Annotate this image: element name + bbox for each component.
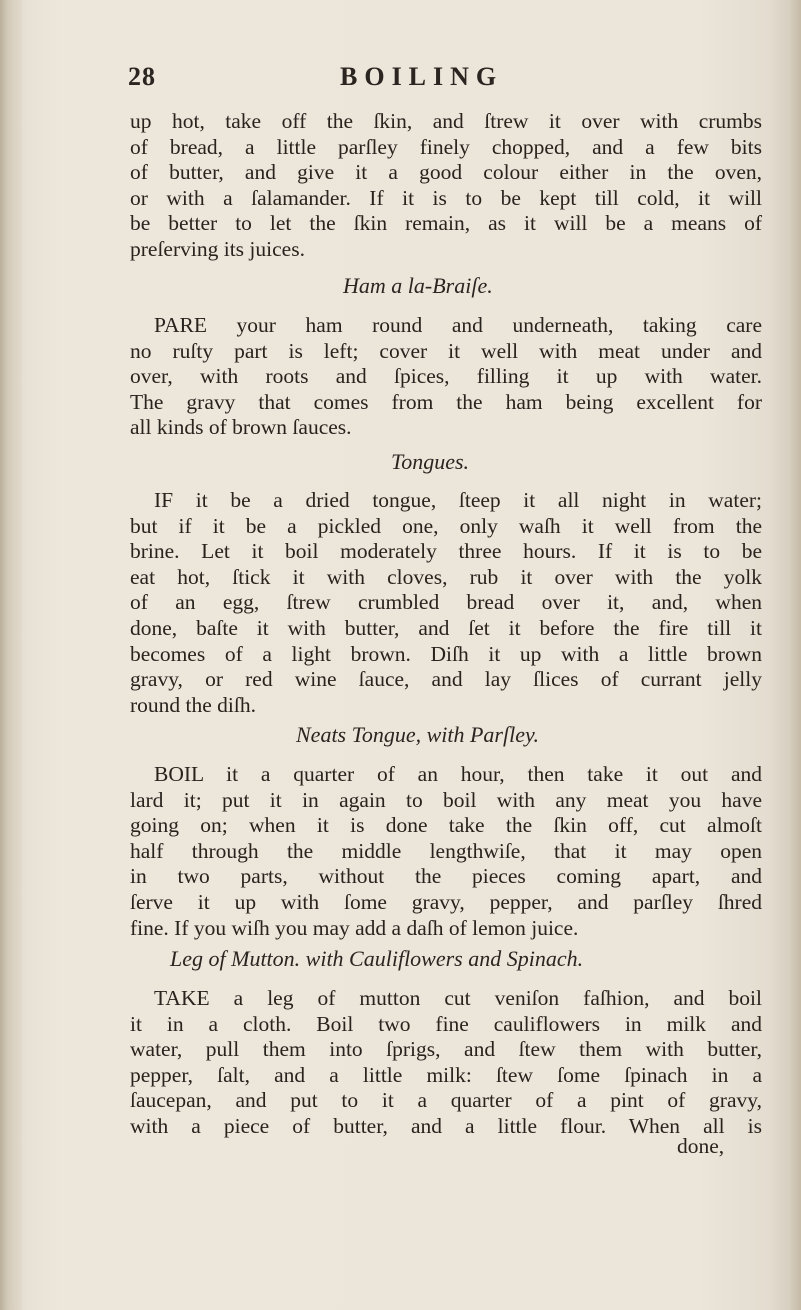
recipe-heading-ham: Ham a la-Braiſe.	[343, 273, 493, 298]
text-line: no ruſty part is left; cover it well with meat under and	[130, 338, 762, 363]
text-line: be better to let the ſkin remain, as it will be a means of	[130, 211, 762, 236]
recipe-heading-tongues: Tongues.	[391, 449, 470, 474]
catchword: done,	[677, 1134, 725, 1158]
text-line: eat hot, ſtick it with cloves, rub it over with the yolk	[130, 564, 762, 589]
text-line: up hot, take off the ſkin, and ſtrew it over with crumbs	[130, 109, 762, 133]
text-line: of an egg, ſtrew crumbled bread over it, and, when	[130, 590, 762, 615]
text-line: lard it; put it in again to boil with any meat you have	[130, 787, 762, 812]
text-line: brine. Let it boil moderately three hours. If it is to be	[130, 539, 762, 564]
page-gutter	[0, 0, 22, 1310]
text-line: round the diſh.	[130, 692, 256, 717]
text-line: done, baſte it with butter, and ſet it before the fire till it	[130, 615, 762, 640]
text-line: ſaucepan, and put to it a quarter of a pint of gravy,	[130, 1088, 762, 1113]
mutton-paragraph	[130, 986, 762, 1140]
text-line: half through the middle lengthwiſe, that it may open	[130, 838, 762, 863]
text-line: preſerving its juices.	[130, 236, 305, 261]
text-line: with a piece of butter, and a little flour. When all is	[130, 1113, 762, 1138]
text-line: it in a cloth. Boil two fine cauliflowers in milk and	[130, 1011, 762, 1036]
text-line: fine. If you wiſh you may add a daſh of lemon juice.	[130, 915, 579, 940]
text-line: becomes of a light brown. Diſh it up with a little brown	[130, 641, 762, 666]
recipe-heading-leg-of-mutton: Leg of Mutton. with Cauliflowers and Spinach.	[170, 946, 584, 971]
tongues-paragraph	[130, 488, 762, 718]
page-edge	[787, 0, 801, 1310]
page-number: 28	[128, 62, 156, 91]
text-line: IF it be a dried tongue, ſteep it all night in water;	[154, 488, 762, 512]
text-line: water, pull them into ſprigs, and ſtew them with butter,	[130, 1037, 762, 1062]
text-line: all kinds of brown ſauces.	[130, 415, 352, 440]
text-line: going on; when it is done take the ſkin off, cut almoſt	[130, 813, 762, 838]
recipe-heading-neats-tongue: Neats Tongue, with Parſley.	[296, 722, 540, 747]
text-line: The gravy that comes from the ham being excellent for	[130, 389, 762, 414]
text-line: of bread, a little parſley finely chopped, and a few bits	[130, 134, 762, 159]
neats-tongue-paragraph	[130, 762, 762, 941]
text-line: or with a ſalamander. If it is to be kept till cold, it will	[130, 185, 762, 210]
text-line: BOIL it a quarter of an hour, then take it out and	[154, 762, 762, 786]
text-line: but if it be a pickled one, only waſh it well from the	[130, 513, 762, 538]
text-line: ſerve it up with ſome gravy, pepper, and parſley ſhred	[130, 889, 762, 914]
text-line: over, with roots and ſpices, filling it up with water.	[130, 364, 762, 389]
running-head: BOILING	[340, 62, 504, 91]
text-line: gravy, or red wine ſauce, and lay ſlices of currant jelly	[130, 667, 762, 692]
text-line: PARE your ham round and underneath, taking care	[154, 313, 762, 337]
text-line: pepper, ſalt, and a little milk: ſtew ſome ſpinach in a	[130, 1062, 762, 1087]
text-line: TAKE a leg of mutton cut veniſon faſhion, and boil	[154, 986, 762, 1010]
ham-paragraph	[130, 313, 762, 441]
text-line: in two parts, without the pieces coming apart, and	[130, 864, 762, 889]
page-header	[128, 62, 778, 94]
text-line: of butter, and give it a good colour either in the oven,	[130, 160, 762, 185]
intro-paragraph	[130, 109, 762, 263]
